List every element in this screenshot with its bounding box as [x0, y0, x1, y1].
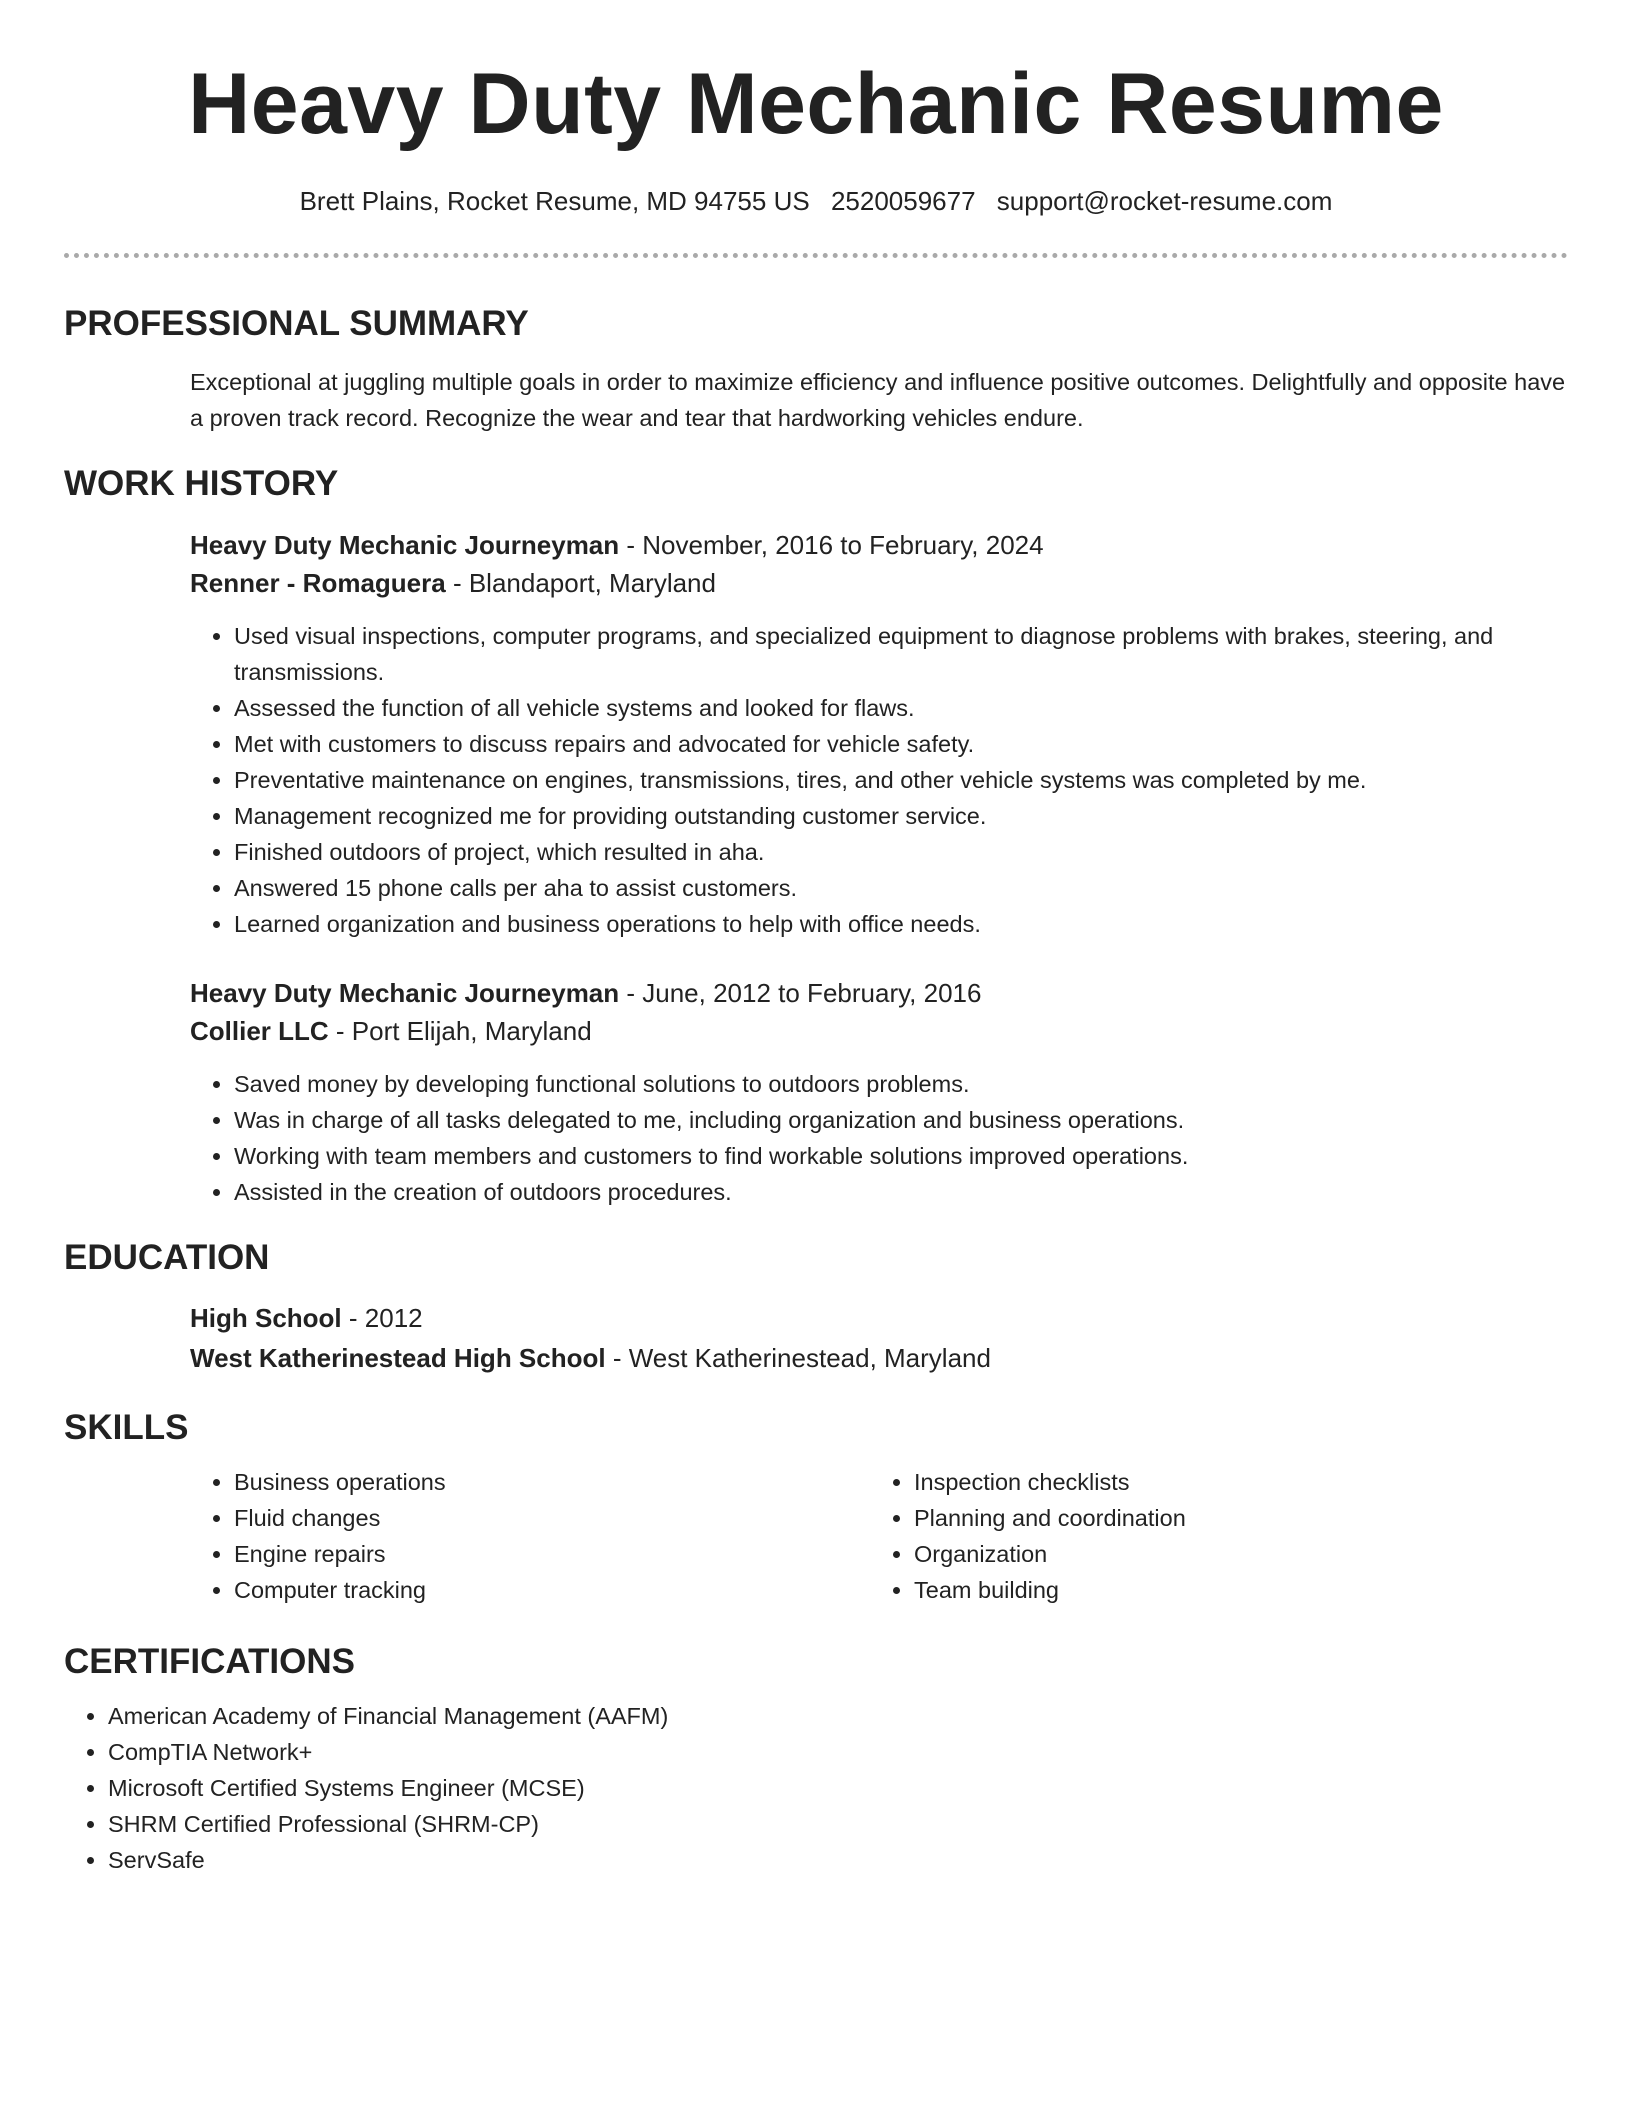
- skills-heading: SKILLS: [64, 1408, 189, 1447]
- skills-grid: [190, 1464, 1568, 1608]
- list-item: • American Academy of Financial Management (AAFM): [108, 1698, 1568, 1734]
- job-bullets: [190, 618, 1568, 942]
- job-location: - Port Elijah, Maryland: [328, 1016, 592, 1046]
- contact-phone: 2520059677: [830, 186, 976, 216]
- summary-text: Exceptional at juggling multiple goals in order to maximize efficiency and influence positive outcomes. Delightfully and opposite have a proven track record. Recognize the wear and tear that hardworking vehicles endure.: [190, 369, 1566, 431]
- list-item: • Business operations: [234, 1464, 870, 1500]
- list-item: • Assisted in the creation of outdoors procedures.: [234, 1174, 1568, 1210]
- job-bullets: [190, 1066, 1568, 1210]
- job-location: - Blandaport, Maryland: [445, 568, 716, 598]
- job-entry: [190, 526, 1568, 942]
- job-role: Heavy Duty Mechanic Journeyman: [190, 530, 620, 560]
- list-item: • Was in charge of all tasks delegated to me, including organization and business operations.: [234, 1102, 1568, 1138]
- list-item: • Assessed the function of all vehicle systems and looked for flaws.: [234, 690, 1568, 726]
- list-item: • Learned organization and business operations to help with office needs.: [234, 906, 1568, 942]
- skills-section: [64, 1406, 1568, 1608]
- header-divider: [64, 253, 1568, 258]
- job-dates: - June, 2012 to February, 2016: [619, 978, 982, 1008]
- list-item: • Preventative maintenance on engines, transmissions, tires, and other vehicle systems was completed by me.: [234, 762, 1568, 798]
- list-item: • SHRM Certified Professional (SHRM-CP): [108, 1806, 1568, 1842]
- list-item: • Management recognized me for providing outstanding customer service.: [234, 798, 1568, 834]
- work-heading: WORK HISTORY: [64, 464, 339, 503]
- certifications-heading: CERTIFICATIONS: [64, 1642, 356, 1681]
- education-section: [64, 1236, 1568, 1378]
- list-item: • Answered 15 phone calls per aha to assist customers.: [234, 870, 1568, 906]
- job-title-line: [190, 526, 1568, 564]
- list-item: • Microsoft Certified Systems Engineer (MCSE): [108, 1770, 1568, 1806]
- contact-address: Brett Plains, Rocket Resume, MD 94755 US: [299, 186, 810, 216]
- list-item: • Inspection checklists: [914, 1464, 1550, 1500]
- list-item: • Finished outdoors of project, which resulted in aha.: [234, 834, 1568, 870]
- list-item: • Met with customers to discuss repairs and advocated for vehicle safety.: [234, 726, 1568, 762]
- summary-heading: PROFESSIONAL SUMMARY: [64, 304, 529, 343]
- education-degree-line: [190, 1298, 1568, 1338]
- education-location: - West Katherinestead, Maryland: [605, 1343, 991, 1373]
- job-company-line: [190, 564, 1568, 602]
- summary-section: [64, 302, 1568, 436]
- certifications-section: [64, 1640, 1568, 1878]
- list-item: • Planning and coordination: [914, 1500, 1550, 1536]
- resume-title: Heavy Duty Mechanic Resume: [188, 56, 1444, 152]
- list-item: • Computer tracking: [234, 1572, 870, 1608]
- list-item: • Used visual inspections, computer programs, and specialized equipment to diagnose problems with brakes, steering, and transmissions.: [234, 618, 1568, 690]
- job-company: Renner - Romaguera: [190, 568, 446, 598]
- skills-column-right: [870, 1464, 1550, 1608]
- list-item: • ServSafe: [108, 1842, 1568, 1878]
- job-company: Collier LLC: [190, 1016, 329, 1046]
- list-item: • Saved money by developing functional solutions to outdoors problems.: [234, 1066, 1568, 1102]
- list-item: • Engine repairs: [234, 1536, 870, 1572]
- resume-header: [64, 0, 1568, 218]
- education-year: - 2012: [341, 1303, 423, 1333]
- list-item: • Team building: [914, 1572, 1550, 1608]
- education-heading: EDUCATION: [64, 1238, 270, 1277]
- job-company-line: [190, 1012, 1568, 1050]
- job-entry: [190, 974, 1568, 1210]
- education-school: West Katherinestead High School: [190, 1343, 606, 1373]
- certifications-list: [64, 1698, 1568, 1878]
- job-title-line: [190, 974, 1568, 1012]
- list-item: • Fluid changes: [234, 1500, 870, 1536]
- education-entry: [190, 1298, 1568, 1378]
- contact-email: support@rocket-resume.com: [996, 186, 1333, 216]
- list-item: • CompTIA Network+: [108, 1734, 1568, 1770]
- education-degree: High School: [190, 1303, 342, 1333]
- work-section: [64, 462, 1568, 1210]
- job-dates: - November, 2016 to February, 2024: [619, 530, 1044, 560]
- list-item: • Organization: [914, 1536, 1550, 1572]
- list-item: • Working with team members and customers to find workable solutions improved operations.: [234, 1138, 1568, 1174]
- education-school-line: [190, 1338, 1568, 1378]
- skills-column-left: [190, 1464, 870, 1608]
- contact-line: [64, 184, 1568, 218]
- job-role: Heavy Duty Mechanic Journeyman: [190, 978, 620, 1008]
